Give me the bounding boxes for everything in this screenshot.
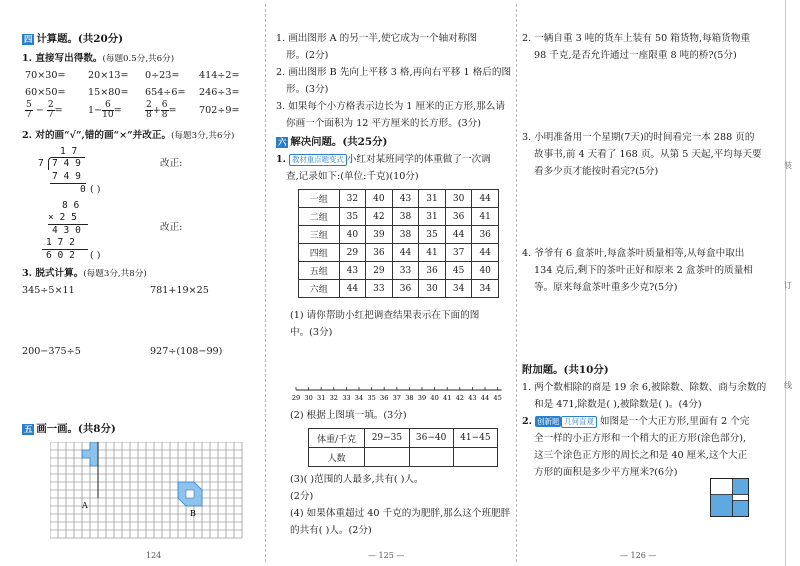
weight-cell: 44 [472, 190, 499, 208]
weight-table-row [299, 208, 499, 226]
sub3-line2: (2分) [290, 491, 314, 502]
q1-cell: 70×30= [25, 70, 66, 81]
weight-cell: 34 [445, 280, 472, 298]
sub4-line1: (4) 如果体重超过 40 千克的为肥胖,那么这个班肥胖 [290, 508, 511, 519]
page-number: — 125 — [368, 551, 405, 560]
weight-cell: 36 [366, 244, 393, 262]
extra1-line2: 和是 471,除数是( ),被除数是( )。(4分) [534, 399, 702, 410]
problem1-line2: 查,记录如下:(单位:千克)(10分) [286, 171, 419, 182]
axis-tick-label: 35 [367, 394, 376, 402]
group-label: 一组 [299, 190, 340, 208]
q1-cell: 246÷3= [199, 87, 240, 98]
weight-table-row [299, 190, 499, 208]
range-answer[interactable] [453, 448, 497, 467]
problem4-line1: 4. 爷爷有 6 盒茶叶,每盒茶叶质量相等,从每盒中取出 [522, 248, 745, 259]
problem1-line1: 1. 教材重点题变式 小红对某班同学的体重做了一次调 [276, 154, 491, 165]
range-header: 29−35 [365, 429, 409, 448]
weight-cell: 40 [366, 190, 393, 208]
large-shaded-square [711, 495, 733, 517]
weight-cell: 40 [339, 226, 366, 244]
weight-cell: 31 [419, 190, 446, 208]
q1-cell: 414÷2= [199, 70, 240, 81]
weight-cell: 38 [392, 208, 419, 226]
section4-badge: 四 [24, 34, 33, 44]
range-table [308, 428, 498, 467]
weight-cell: 44 [339, 280, 366, 298]
axis-tick-label: 42 [455, 394, 464, 402]
square-figure [710, 478, 750, 518]
weight-cell: 29 [339, 244, 366, 262]
sub4-line2: 的共有( )人。(2分) [290, 525, 372, 536]
group-label: 二组 [299, 208, 340, 226]
q1-title: 1. 直接写出得数。 [22, 53, 103, 64]
q2-note: (每题3分,共6分) [171, 131, 235, 141]
fix-label: 改正: [160, 158, 183, 169]
sub3-line1: (3)( )范围的人最多,共有( )人。 [290, 474, 424, 485]
number-line [292, 382, 512, 406]
weight-cell: 39 [366, 226, 393, 244]
shape-a [82, 442, 98, 466]
weight-table-row [299, 244, 499, 262]
axis-tick-label: 36 [380, 394, 389, 402]
extra-heading: 附加题。(共10分) [522, 364, 609, 376]
q1-cell: 60×50= [25, 87, 66, 98]
column-divider [265, 4, 266, 562]
axis-tick-label: 38 [405, 394, 414, 402]
small-shaded-square [733, 501, 749, 517]
weight-table-row [299, 262, 499, 280]
q2-heading [22, 130, 234, 142]
weight-cell: 41 [472, 208, 499, 226]
extra1-line1: 1. 两个数相除的商是 19 余 6,被除数、除数、商与余数的 [522, 382, 767, 393]
axis-tick-label: 45 [493, 394, 502, 402]
weight-table-row [299, 280, 499, 298]
axis-tick-label: 41 [443, 394, 452, 402]
weight-cell: 44 [445, 226, 472, 244]
weight-cell: 44 [472, 244, 499, 262]
weight-cell: 33 [366, 280, 393, 298]
q3-title: 3. 脱式计算。 [22, 268, 84, 279]
weight-cell: 33 [392, 262, 419, 280]
q1-cell: 702÷9= [199, 105, 240, 116]
section4-heading [22, 33, 123, 45]
q1-cell: 0÷23= [145, 70, 180, 81]
draw-q2-line1: 2. 画出图形 B 先向上平移 3 格,再向右平移 1 格后的图 [276, 67, 512, 78]
group-label: 三组 [299, 226, 340, 244]
q3-note: (每题3分,共8分) [83, 269, 147, 279]
binding-label: 订 [784, 281, 792, 290]
geometry-tag: 几何直观 [561, 416, 597, 428]
weight-cell: 35 [339, 208, 366, 226]
q2-title: 2. 对的画“√”,错的画“×”并改正。 [22, 130, 172, 141]
section4-title: 计算题。(共20分) [36, 33, 124, 45]
draw-q1-line2: 形。(2分) [286, 50, 329, 61]
axis-tick-label: 30 [304, 394, 313, 402]
group-label: 五组 [299, 262, 340, 280]
binding-label: 装 [784, 161, 792, 170]
weight-cell: 36 [392, 280, 419, 298]
weight-cell: 43 [339, 262, 366, 280]
extra2-line2: 全一样的小正方形和一个稍大的正方形(涂色部分), [534, 433, 747, 444]
section6-title: 解决问题。(共25分) [290, 136, 388, 148]
extra2-line4: 方形的面积是多少平方厘米?(6分) [534, 467, 678, 478]
q3-item: 927÷(108−99) [150, 346, 223, 357]
axis-tick-label: 31 [317, 394, 326, 402]
axis-tick-label: 32 [329, 394, 338, 402]
axis-tick-label: 33 [342, 394, 351, 402]
sub1-line2: 中。(3分) [290, 327, 333, 338]
textbook-tag: 教材重点题变式 [289, 154, 347, 166]
section5-heading [22, 423, 116, 435]
weight-cell: 43 [392, 190, 419, 208]
weight-cell: 42 [366, 208, 393, 226]
q3-item: 781+19×25 [150, 285, 209, 296]
weight-cell: 36 [419, 262, 446, 280]
weight-cell: 44 [392, 244, 419, 262]
extra2-line3: 这三个涂色正方形的周长之和是 40 厘米,这个大正 [534, 450, 748, 461]
problem4-line2: 134 克后,剩下的茶叶正好和原来 2 盒茶叶的质量相 [534, 265, 753, 276]
page-number: 124 [146, 551, 162, 560]
page-126-column [520, 0, 767, 566]
weight-cell: 31 [419, 208, 446, 226]
section5-badge: 五 [24, 424, 33, 434]
q3-heading [22, 268, 147, 280]
group-label: 四组 [299, 244, 340, 262]
q1-note: (每题0.5分,共6分) [102, 54, 175, 64]
binding-label: 线 [784, 381, 792, 390]
draw-q2-line2: 形。(3分) [286, 84, 329, 95]
small-shaded-square [733, 479, 749, 495]
section6-heading [276, 136, 387, 148]
q1-cell: 15×80= [88, 87, 129, 98]
sub1-line1: (1) 请你帮助小红把调查结果表示在下面的图 [290, 310, 480, 321]
axis-tick-label: 39 [417, 394, 427, 402]
q1-fraction-expr: $\frac{2}{8}$ + $\frac{6}{8}$ = [146, 100, 177, 120]
draw-q3-line1: 3. 如果每个小方格表示边长为 1 厘米的正方形,那么请 [276, 101, 505, 112]
q1-cell: 654÷6= [145, 87, 186, 98]
weight-cell: 32 [339, 190, 366, 208]
section5-title: 画一画。(共8分) [36, 423, 116, 435]
q1-fraction-expr: $\frac{5}{7}$ − $\frac{2}{7}$ = [26, 100, 63, 120]
weight-cell: 30 [419, 280, 446, 298]
draw-q1-line1: 1. 画出图形 A 的另一半,使它成为一个轴对称图 [276, 33, 477, 44]
weight-cell: 37 [445, 244, 472, 262]
weight-cell: 45 [445, 262, 472, 280]
range-header: 体重/千克 [309, 429, 365, 448]
problem3-line1: 3. 小明准备用一个星期(7天)的时间看完一本 288 页的 [522, 132, 755, 143]
drawing-grid[interactable] [50, 442, 246, 540]
weight-cell: 34 [472, 280, 499, 298]
label-a: A [82, 501, 88, 510]
draw-q3-line2: 你画一个面积为 12 平方厘米的长方形。(3分) [286, 118, 481, 129]
q3-item: 345÷5×11 [22, 285, 75, 296]
weight-table [298, 189, 499, 298]
column-divider [516, 4, 517, 562]
axis-tick-label: 29 [292, 394, 301, 402]
problem2-line2: 98 千克,是否允许通过一座限重 8 吨的桥?(5分) [534, 50, 737, 61]
range-header: 36−40 [409, 429, 453, 448]
weight-cell: 38 [392, 226, 419, 244]
problem2-line1: 2. 一辆自重 3 吨的货车上装有 50 箱货物,每箱货物重 [522, 33, 751, 44]
weight-cell: 30 [445, 190, 472, 208]
q1-fraction-expr: 1− $\frac{6}{10}$ = [88, 100, 122, 120]
problem4-line3: 等。原来每盒茶叶重多少克?(5分) [534, 282, 678, 293]
weight-cell: 29 [366, 262, 393, 280]
weight-cell: 35 [419, 226, 446, 244]
axis-tick-label: 44 [480, 394, 490, 402]
section6-badge: 六 [278, 137, 287, 147]
q1-cell: 20×13= [88, 70, 129, 81]
page-number: — 126 — [620, 551, 657, 560]
axis-tick-label: 40 [430, 394, 439, 402]
range-answer[interactable] [365, 448, 409, 467]
weight-cell: 41 [419, 244, 446, 262]
sub2-line: (2) 根据上图填一填。(3分) [290, 410, 407, 421]
axis-tick-label: 34 [354, 394, 364, 402]
extra2-line1: 2. 创新题 几何直观 如图是一个大正方形,里面有 2 个完 [522, 416, 750, 427]
fix-label: 改正: [160, 222, 183, 233]
problem3-line2: 故事书,前 4 天看了 168 页。从第 5 天起,平均每天要 [534, 149, 762, 160]
axis-tick-label: 37 [392, 394, 401, 402]
weight-cell: 36 [445, 208, 472, 226]
weight-cell: 36 [472, 226, 499, 244]
label-b: B [190, 509, 196, 518]
innovation-tag: 创新题 [537, 417, 560, 426]
q3-item: 200−375÷5 [22, 346, 81, 357]
group-label: 六组 [299, 280, 340, 298]
range-header: 41−45 [453, 429, 497, 448]
page-124-column: 四 计算题。(共20分) 1. 直接写出得数。(每题0.5分,共6分) 70×30= 20×13= 0÷23= 414÷2= 60×50= 15×80= 654÷6= 246÷3= $\frac{5}{7}$ − $\frac{2}{7}$ = 1− $\frac{6}{10}$ = $\frac{2}{8}$ + $\frac{6}{8}$ = 702÷9= 2. 对的画“√”,错的画“×”并改正。(每题3分,共6分) 1 7 7 7 4 9 7 4 9 0 ( ) 改正: 8 6 × 2 5 4 3 0 1 7 2 6 0 2 ( ) 改正: 3. 脱式计算。(每题3分,共8分) 345÷5×11 781+19×25 200−375÷5 927÷(108−99) 五 画一画。(共8分) A B 124 [0, 0, 262, 566]
range-answer[interactable] [409, 448, 453, 467]
weight-cell: 40 [472, 262, 499, 280]
weight-table-row [299, 226, 499, 244]
page-125-column [268, 0, 513, 566]
problem3-line3: 看多少页才能按时看完?(5分) [534, 166, 659, 177]
range-row-label: 人数 [309, 448, 365, 467]
q1-heading [22, 53, 174, 65]
axis-tick-label: 43 [468, 394, 477, 402]
